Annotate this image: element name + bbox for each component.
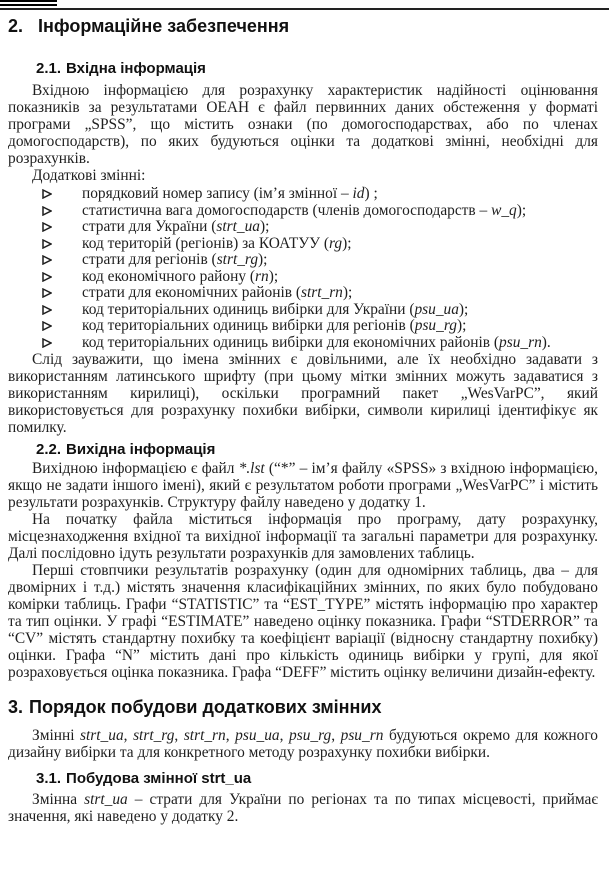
section-3-heading	[8, 697, 598, 717]
section-3-1-title: Побудова змінної strt_ua	[66, 770, 252, 787]
list-item-text: страти для економічних районів (strt_rn);	[82, 284, 353, 301]
list-item	[8, 252, 598, 269]
arrow-bullet-icon	[42, 222, 52, 232]
list-item-text: код територіальних одиниць вибірки для економічних районів (psu_rn).	[82, 333, 551, 351]
variables-list	[8, 186, 598, 351]
section-3-title: Порядок побудови додаткових змінних	[29, 697, 382, 717]
paragraph-variable-names-note: Слід зауважити, що імена змінних є довільними, але їх необхідно задавати з використанням латинського шрифту (при цьому мітки змінних можуть задаватися з використанням кирилиці), оскільки програмний пакет „WesVarPC”, який використовується для розрахунку похибки вибірки, символи кирилиці ідентифікує як помилку.	[8, 351, 598, 436]
header-rule-full	[0, 8, 609, 10]
section-2-1-heading	[36, 60, 598, 77]
arrow-bullet-icon	[42, 206, 52, 216]
paragraph-result-columns: Перші стовпчики результатів розрахунку (один для одномірних таблиць, два – для двомірних і т.д.) містять значення класифікаційних змінних, по яких було побудовано комірки таблиць. Графи “STATISTIC” та “EST_TYPE” містять інформацію про характер та тип оцінки. У графі “ESTIMATE” наведено оцінку показника. Графи “STDERROR” та “CV” містять стандартну похибку та коефіцієнт варіації (відносну стандартну похибку) оцінки. Графа “N” містить дані про кількість одиниць вибірки у групі, для якої розраховується оцінка показника. Графа “DEFF” містить оцінку величини дизайн-ефекту.	[8, 562, 598, 681]
arrow-bullet-icon	[42, 288, 52, 298]
section-2-2-number: 2.2.	[36, 441, 62, 458]
section-2-title: Інформаційне забезпечення	[38, 16, 290, 36]
header-rule-short-bottom	[0, 4, 57, 6]
list-item	[8, 219, 598, 236]
arrow-bullet-icon	[42, 189, 52, 199]
section-2-2-heading	[36, 441, 598, 458]
section-3-number: 3.	[8, 697, 24, 717]
list-item-text: код територіальних одиниць вибірки для України (psu_ua);	[82, 300, 469, 318]
section-3-1-heading	[36, 770, 598, 787]
list-item-text: код територіальних одиниць вибірки для регіонів (psu_rg);	[82, 317, 467, 334]
paragraph-additional-variables-lead: Додаткові змінні:	[32, 167, 146, 184]
page-content	[0, 16, 609, 825]
list-item	[8, 203, 598, 220]
list-item-text: код економічного району (rn);	[82, 267, 279, 285]
list-item	[8, 302, 598, 319]
arrow-bullet-icon	[42, 272, 52, 282]
list-item	[8, 186, 598, 203]
section-3-1-number: 3.1.	[36, 770, 62, 787]
arrow-bullet-icon	[42, 305, 52, 315]
list-item	[8, 335, 598, 352]
arrow-bullet-icon	[42, 239, 52, 249]
list-item	[8, 269, 598, 286]
arrow-bullet-icon	[42, 338, 52, 348]
list-item	[8, 285, 598, 302]
paragraph-file-start-info: На початку файла міститься інформація про програму, дату розрахунку, місцезнаходження вхідної та вихідної інформації та загальні параметри для розрахунку. Далі послідовно ідуть результати розрахунків для замовлених таблиць.	[8, 511, 598, 562]
section-2-heading	[8, 16, 598, 36]
section-2-2-title: Вихідна інформація	[66, 441, 216, 458]
paragraph-variables-construction: Змінні strt_ua, strt_rg, strt_rn, psu_ua, psu_rg, psu_rn будуються окремо для кожного дизайну вибірки та для конкретного методу розрахунку похибки вибірки.	[8, 727, 598, 761]
list-item-text: код територій (регіонів) за КОАТУУ (rg);	[82, 234, 352, 252]
list-item-text: порядковий номер запису (ім’я змінної – id) ;	[82, 185, 378, 202]
section-2-1-number: 2.1.	[36, 60, 62, 77]
list-item	[8, 318, 598, 335]
paragraph-strt-ua-definition: Змінна strt_ua – страти для України по регіонах та по типах місцевості, приймає значення, які наведено у додатку 2.	[8, 791, 598, 825]
list-item-text: страти для України (strt_ua);	[82, 218, 270, 235]
arrow-bullet-icon	[42, 321, 52, 331]
paragraph-input-info: Вхідною інформацією для розрахунку характеристик надійності оцінювання показників за результатами ОЕАН є файл первинних даних обстеження у форматі програми „SPSS”, що містить ознаки (по домогосподарствах, або по членах домогосподарств), по яких будуються оцінки та додаткові змінні, необхідні для розрахунків.	[8, 82, 598, 167]
header-rule-short-top	[0, 0, 57, 2]
list-item-text: статистична вага домогосподарств (членів домогосподарств – w_q);	[82, 201, 527, 219]
section-2-number: 2.	[8, 16, 24, 36]
list-item-text: страти для регіонів (strt_rg);	[82, 251, 268, 268]
list-item	[8, 236, 598, 253]
arrow-bullet-icon	[42, 255, 52, 265]
paragraph-output-file: Вихідною інформацією є файл *.lst (“*” – ім’я файлу «SPSS» з вхідною інформацією, якщо не задати іншого імені), який є результатом роботи програми „WesVarPC” і містить результати розрахунків. Структуру файлу наведено у додатку 1.	[8, 460, 598, 511]
section-2-1-title: Вхідна інформація	[66, 60, 206, 77]
